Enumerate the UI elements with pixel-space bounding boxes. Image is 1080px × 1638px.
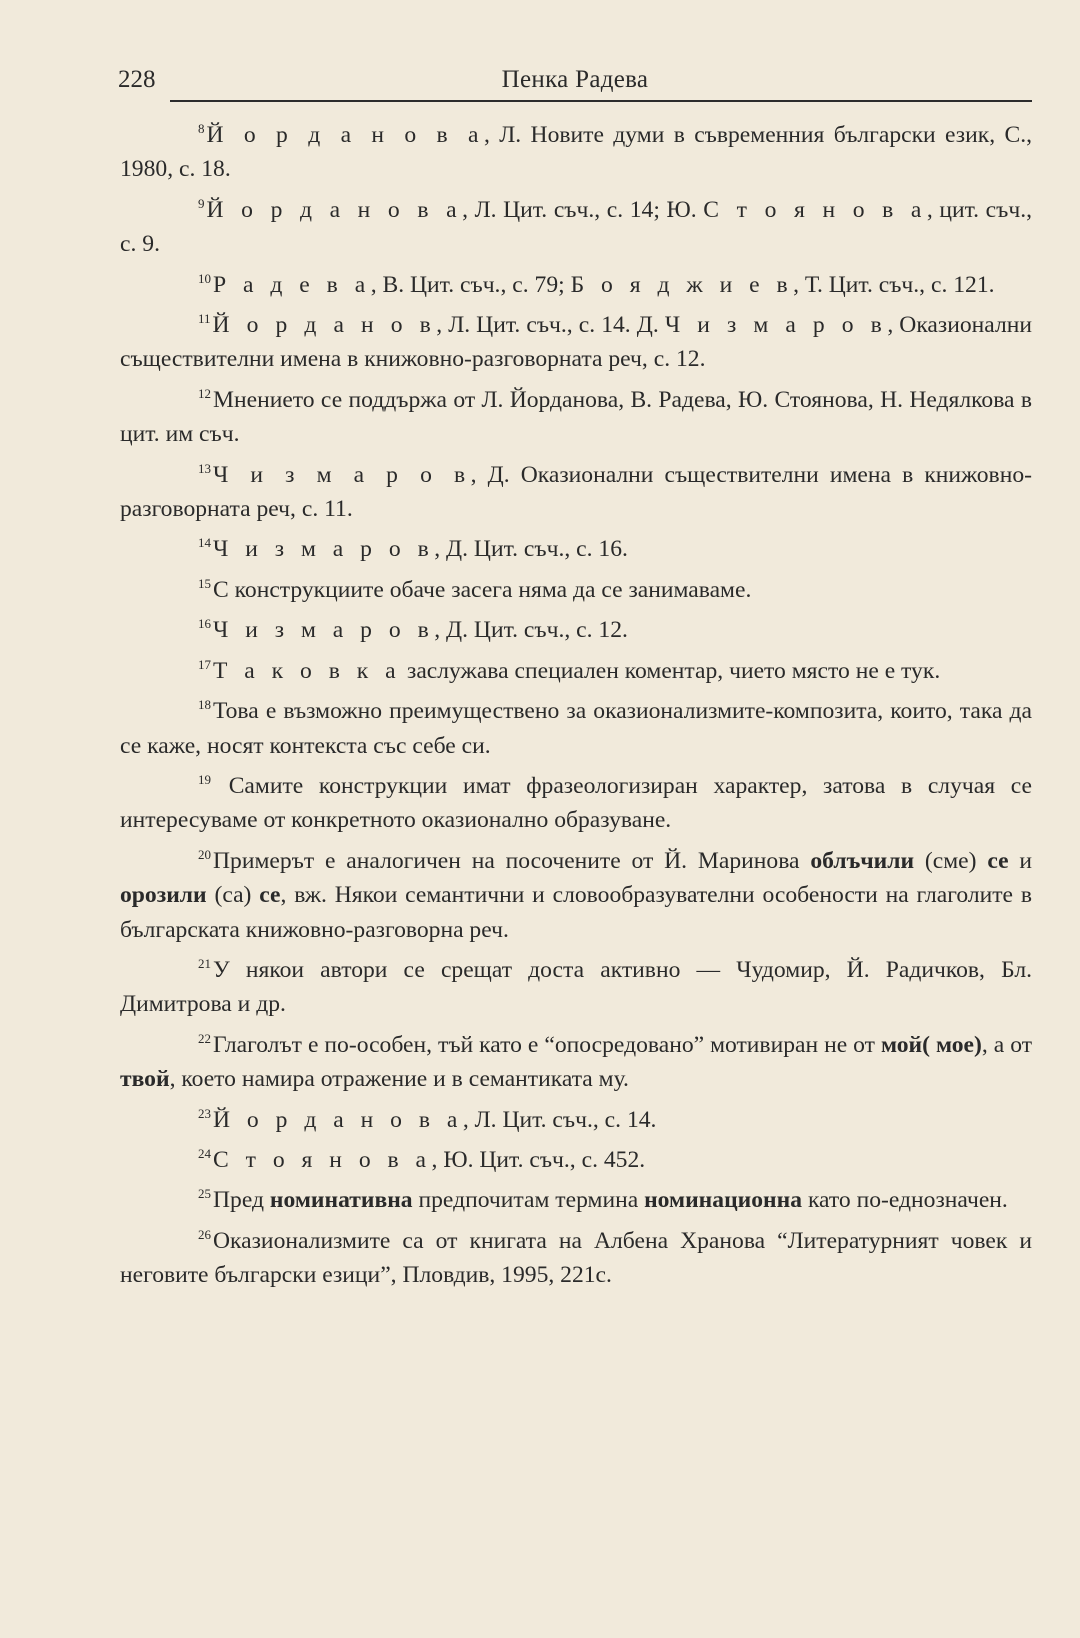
footnote-11: $^{11}$Й о р д а н о в, Л. Цит. съч., с. 14. Д. Ч и з м а р о в, Оказионални съществителни имена в книжовно-разговорната реч, с. 12. — [120, 311, 1032, 373]
running-head: Пенка Радева — [501, 66, 649, 93]
footnote-13: $^{13}$Ч и з м а р о в, Д. Оказионални съществителни имена в книжовно-разговорната реч, с. 11. — [120, 460, 1032, 523]
footnotes — [120, 112, 1032, 1293]
footnote-16: $^{16}$Ч и з м а р о в, Д. Цит. съч., с. 12. — [198, 616, 628, 644]
footnote-17: $^{17}$Т а к о в к а заслужава специален коментар, чието място не е тук. — [198, 656, 941, 684]
footnote-24: $^{24}$С т о я н о в а, Ю. Цит. съч., с. 452. — [198, 1145, 646, 1173]
page-number: 228 — [118, 66, 156, 93]
footnote-20: $^{20}$Примерът е аналогичен на посочените от Й. Маринова облъчили (сме) се и орозили (са) се, вж. Някои семантични и словообразувателни особености на глаголите в българската книжовно-разговорна реч. — [120, 846, 1033, 943]
footnote-21: $^{21}$У някои автори се срещат доста активно — Чудомир, Й. Радичков, Бл. Димитрова и др. — [120, 955, 1032, 1018]
footnote-18: $^{18}$Това е възможно преимуществено за оказионализмите-композита, които, така да се каже, носят контекста със себе си. — [120, 697, 1032, 759]
footnote-8: $^8$Й о р д а н о в а, Л. Новите думи в съвременния български език, С., 1980, с. 18. — [120, 121, 1032, 183]
header-rule — [170, 100, 1032, 102]
footnote-23: $^{23}$Й о р д а н о в а, Л. Цит. съч., с. 14. — [198, 1105, 657, 1133]
footnote-12: $^{12}$Мнението се поддържа от Л. Йорданова, В. Радева, Ю. Стоянова, Н. Недялкова в цит. им съч. — [120, 385, 1032, 448]
footnote-25: $^{25}$Пред номинативна предпочитам термина номинационна като по-еднозначен. — [198, 1186, 1008, 1214]
footnote-26: $^{26}$Оказионализмите са от книгата на Албена Хранова “Литературният човек и неговите български езици”, Пловдив, 1995, 221с. — [120, 1226, 1032, 1289]
footnote-9: $^9$Й о р д а н о в а, Л. Цит. съч., с. 14; Ю. С т о я н о в а, цит. съч., с. 9. — [120, 195, 1032, 258]
page-header — [118, 64, 1032, 98]
footnote-19: $^{19}$ Самите конструкции имат фразеологизиран характер, затова в случая се интересуваме от конкретното оказионално образуване. — [120, 771, 1032, 834]
footnote-15: $^{15}$С конструкциите обаче засега няма да се занимаваме. — [198, 575, 752, 603]
footnote-14: $^{14}$Ч и з м а р о в, Д. Цит. съч., с. 16. — [198, 535, 628, 563]
footnote-22: $^{22}$Глаголът е по-особен, тъй като е “опосредовано” мотивиран не от мой( мое), а от твой, което намира отражение и в семантиката му. — [120, 1030, 1033, 1093]
footnote-10: $^{10}$Р а д е в а, В. Цит. съч., с. 79; Б о я д ж и е в, Т. Цит. съч., с. 121. — [198, 270, 995, 298]
